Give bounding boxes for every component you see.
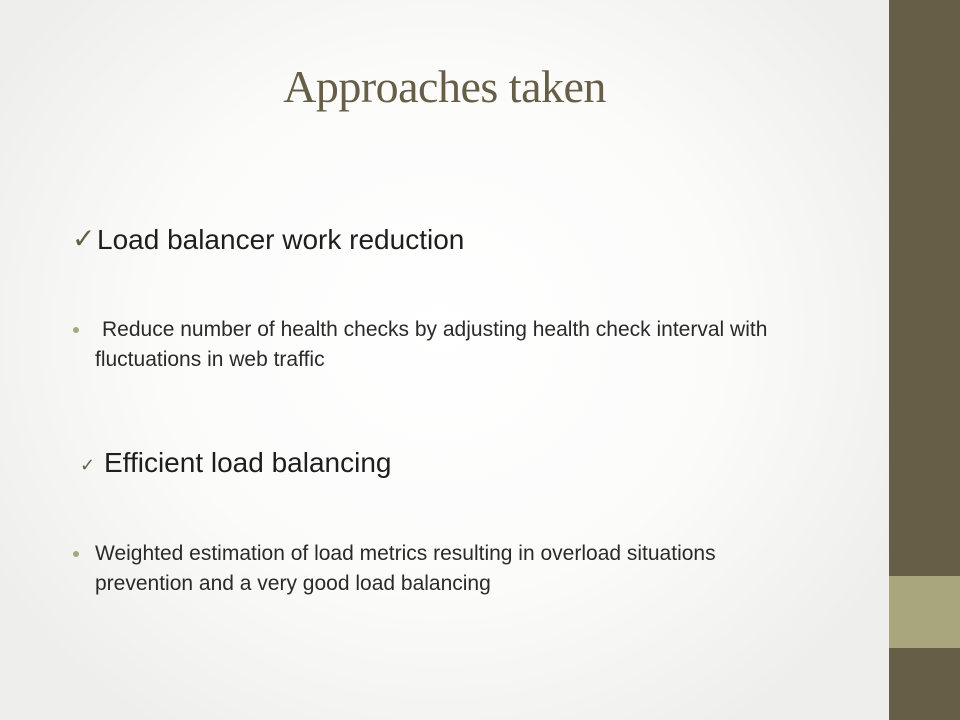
check-mark-icon: ✓ (80, 455, 96, 475)
section-heading-2: Efficient load balancing (104, 447, 392, 478)
section-bullet-1: Reduce number of health checks by adjusting health check interval with fluctuations in web traffic (95, 318, 768, 371)
sidebar-accent-block (889, 576, 960, 648)
check-mark-icon: ✓ (72, 223, 96, 254)
section-heading-1: Load balancer work reduction (97, 224, 465, 255)
bullet-dot-icon (73, 551, 79, 557)
slide-title: Approaches taken (283, 61, 606, 112)
section-bullet-2: Weighted estimation of load metrics resulting in overload situations prevention and a very good load balancing (95, 542, 716, 595)
bullet-dot-icon (73, 327, 79, 333)
